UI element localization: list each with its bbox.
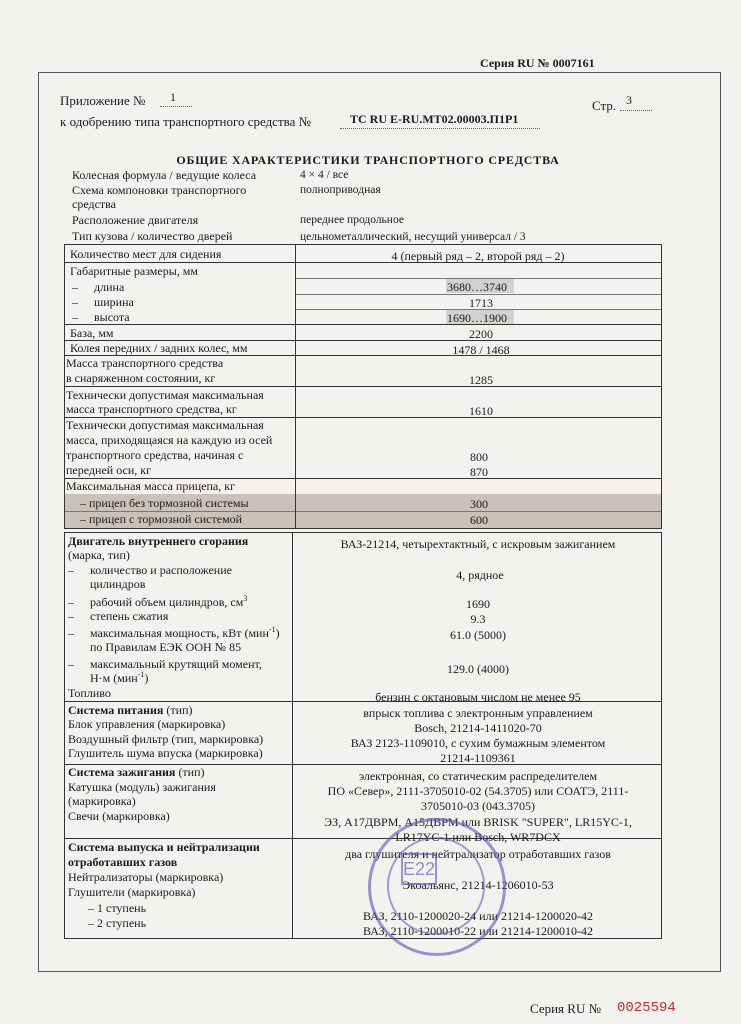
fuel-value: бензин с октановым числом не менее 95 <box>375 690 581 704</box>
page-title: ОБЩИЕ ХАРАКТЕРИСТИКИ ТРАНСПОРТНОГО СРЕДСТВА <box>176 153 560 167</box>
trailer-unbraked-label: – прицеп без тормозной системы <box>80 496 249 510</box>
appendix-number: 1 <box>170 90 176 104</box>
width-label: – ширина <box>72 295 134 309</box>
body-type-label: Тип кузова / количество дверей <box>72 229 233 243</box>
trailer-braked-label: – прицеп с тормозной системой <box>80 512 243 526</box>
engine-position-value: переднее продольное <box>300 214 404 226</box>
coil-label: Катушка (модуль) зажигания <box>68 780 216 794</box>
stage2-value: ВАЗ, 2110-1200010-22 или 21214-1200010-42 <box>363 924 593 938</box>
wheelbase-value: 2200 <box>469 327 493 341</box>
max-mass-label-2: масса транспортного средства, кг <box>66 402 237 416</box>
torque-value: 129.0 (4000) <box>447 662 509 676</box>
axle-mass-label-2: масса, приходящаяся на каждую из осей <box>66 433 273 447</box>
plugs-label: Свечи (маркировка) <box>68 809 170 823</box>
seats-value: 4 (первый ряд – 2, второй ряд – 2) <box>391 249 565 263</box>
axle-front-value: 800 <box>470 450 488 464</box>
fuel-system-value: впрыск топлива с электронным управлением <box>363 706 593 720</box>
height-dash: – <box>72 310 78 324</box>
coil-value-2: 3705010-03 (043.3705) <box>421 799 535 813</box>
trailer-unbraked-value: 300 <box>470 497 488 511</box>
page-label: Стр. <box>592 98 617 113</box>
length-value: 3680…3740 <box>447 280 507 294</box>
torque-label: – максимальный крутящий момент, <box>68 657 262 671</box>
axle-mass-label: Технически допустимая максимальная <box>66 418 264 432</box>
body-type-value: цельнометаллический, несущий универсал / 3 <box>300 231 526 243</box>
displacement-value: 1690 <box>466 597 490 611</box>
engine-title: Двигатель внутреннего сгорания <box>68 534 249 548</box>
power-label: – максимальная мощность, кВт (мин$^{-1}$) <box>68 625 280 640</box>
cylinders-label: – количество и расположение <box>68 563 232 577</box>
ignition-value: электронная, со статическим распределителем <box>358 769 598 783</box>
length-label: – длина <box>72 280 125 294</box>
seats-label: Количество мест для сидения <box>70 247 222 261</box>
wheelbase-label: База, мм <box>70 326 114 340</box>
torque-label-2: Н·м (мин$^{-1}$) <box>90 670 149 685</box>
curb-mass-label: Масса транспортного средства <box>66 356 224 370</box>
fuel-label: Топливо <box>68 686 111 700</box>
coil-label-2: (маркировка) <box>68 794 136 808</box>
height-label: – высота <box>72 310 130 324</box>
layout-value: полноприводная <box>300 184 381 196</box>
compression-value: 9.3 <box>470 612 486 626</box>
compression-label: – степень сжатия <box>68 609 169 623</box>
series-top: Серия RU № 0007161 <box>480 56 595 70</box>
air-filter-label: Воздушный фильтр (тип, маркировка) <box>68 732 264 746</box>
engine-subtitle: (марка, тип) <box>68 548 130 562</box>
max-mass-value: 1610 <box>469 404 493 418</box>
layout-label-2: средства <box>72 197 117 211</box>
muffler-label: Глушители (маркировка) <box>68 885 196 899</box>
power-value: 61.0 (5000) <box>450 628 506 642</box>
plugs-value: ЭЗ, А17ДВРМ, А15ДВРМ или BRISK "SUPER", LR15YC-1, <box>324 815 632 829</box>
width-value: 1713 <box>469 296 493 310</box>
stage1-value: ВАЗ, 2110-1200020-24 или 21214-1200020-42 <box>363 909 593 923</box>
approval-number: ТС RU E-RU.MT02.00003.П1Р1 <box>350 112 519 126</box>
track-value: 1478 / 1468 <box>452 343 510 357</box>
stamp-mark: E22 <box>401 853 437 885</box>
stage1-label: – 1 ступень <box>88 901 147 915</box>
height-value: 1690…1900 <box>447 311 507 325</box>
official-stamp <box>368 818 506 956</box>
stage2-label: – 2 ступень <box>88 916 147 930</box>
axle-mass-label-4: передней оси, кг <box>66 463 151 477</box>
ecu-label: Блок управления (маркировка) <box>68 717 226 731</box>
fuel-system-title: Система питания (тип) <box>68 703 193 717</box>
power-label-2: по Правилам ЕЭК ООН № 85 <box>90 640 242 654</box>
ignition-title: Система зажигания (тип) <box>68 765 205 779</box>
curb-mass-value: 1285 <box>469 373 493 387</box>
wheel-formula-label: Колесная формула / ведущие колеса <box>72 168 257 182</box>
max-mass-label: Технически допустимая максимальная <box>66 388 264 402</box>
axle-mass-label-3: транспортного средства, начиная с <box>66 448 244 462</box>
appendix-label: Приложение № <box>60 93 146 108</box>
exhaust-title-2: отработавших газов <box>68 855 178 869</box>
exhaust-value: два глушителя и нейтрализатор отработавших газов <box>345 847 611 861</box>
air-filter-value: ВАЗ 2123-1109010, с сухим бумажным элементом <box>350 736 606 750</box>
coil-value: ПО «Север», 2111-3705010-02 (54.3705) или СОАТЭ, 2111- <box>327 784 629 798</box>
ecu-value: Bosch, 21214-1411020-70 <box>414 721 542 735</box>
cylinders-label-2: цилиндров <box>90 577 146 591</box>
plugs-value-2: LR17YC-1 или Bosch, WR7DCX <box>395 830 561 844</box>
intake-silencer-value: 21214-1109361 <box>440 751 516 765</box>
width-dash: – <box>72 295 78 309</box>
footer-series-number: 0025594 <box>617 1000 676 1016</box>
curb-mass-label-2: в снаряженном состоянии, кг <box>66 371 216 385</box>
neutralizer-label: Нейтрализаторы (маркировка) <box>68 870 224 884</box>
layout-label: Схема компоновки транспортного <box>72 183 247 197</box>
wheel-formula-value: 4 × 4 / все <box>300 169 349 181</box>
approval-label: к одобрению типа транспортного средства № <box>60 114 312 129</box>
axle-rear-value: 870 <box>470 465 488 479</box>
exhaust-title: Система выпуска и нейтрализации <box>68 840 260 854</box>
trailer-mass-label: Максимальная масса прицепа, кг <box>66 479 236 493</box>
track-label: Колея передних / задних колес, мм <box>70 341 248 355</box>
neutralizer-value: Экоальянс, 21214-1206010-53 <box>402 878 554 892</box>
page-number: 3 <box>626 93 632 107</box>
engine-position-label: Расположение двигателя <box>72 213 199 227</box>
length-dash: – <box>72 280 78 294</box>
engine-value: ВАЗ-21214, четырехтактный, с искровым зажиганием <box>340 537 616 551</box>
intake-silencer-label: Глушитель шума впуска (маркировка) <box>68 746 263 760</box>
trailer-braked-value: 600 <box>470 513 488 527</box>
footer-series-label: Серия RU № <box>530 1001 601 1016</box>
displacement-label: – рабочий объем цилиндров, $см^3$ <box>68 594 248 609</box>
overall-dimensions-label: Габаритные размеры, мм <box>70 264 198 278</box>
cylinders-value: 4, рядное <box>456 568 504 582</box>
